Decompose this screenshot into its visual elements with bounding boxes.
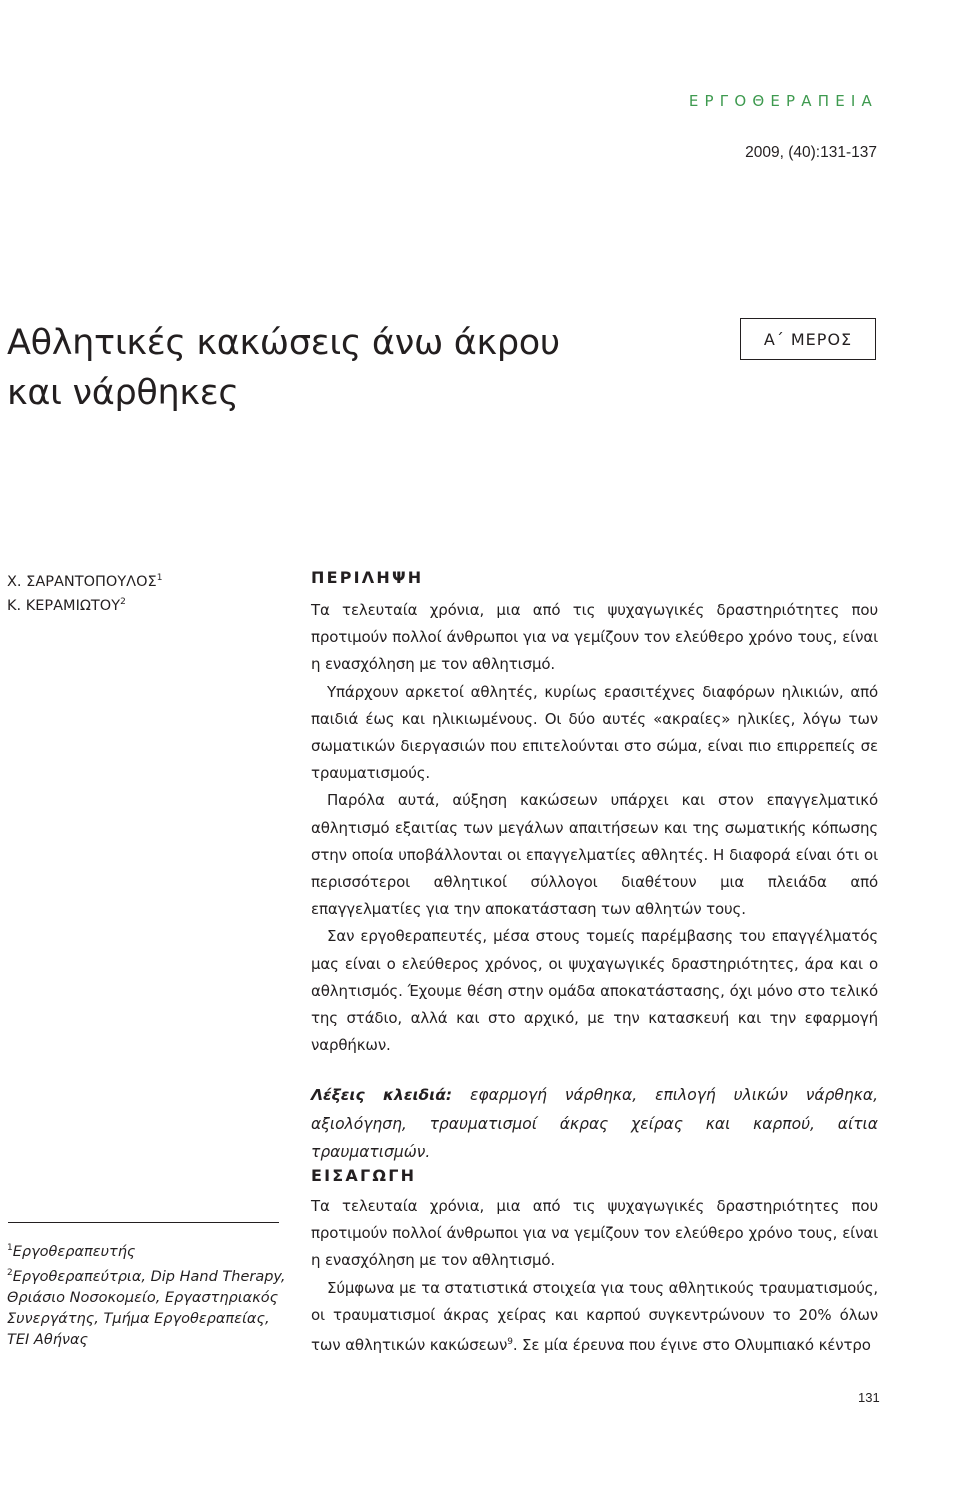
keywords-text: εφαρμογή νάρθηκα, επιλογή υλικών νάρθηκα, αξιολόγηση, τραυματισμοί άκρας χείρας και καρπού, αίτια τραυματισμών. [311,1086,878,1161]
abstract-paragraph: Σαν εργοθεραπευτές, μέσα στους τομείς παρέμβασης του επαγγέλματός μας είναι ο ελεύθερος χρόνος, οι ψυχαγωγικές δραστηριότητες, άρα και ο αθλητισμός. Έχουμε θέση στην ομάδα αποκατάστασης, όχι μόνο στο τελικό της στάδιο, αλλά και στο αρχικό, με την κατασκευή και την εφαρμογή ναρθήκων. [311,927,878,1055]
journal-name: ΕΡΓΟΘΕΡΑΠΕΙΑ [688,92,878,110]
author-affiliation-ref: 2 [120,597,126,607]
introduction-paragraph: Τα τελευταία χρόνια, μια από τις ψυχαγωγικές δραστηριότητες που προτιμούν πολλοί άνθρωποι για να γεμίζουν τον ελεύθερο χρόνο τους, είναι η ενασχόληση με τον αθλητισμό. [311,1197,878,1270]
author: Χ. ΣΑΡΑΝΤΟΠΟΥΛΟΣ$^1$ [7,573,163,590]
author-affiliation-ref: 1 [156,573,163,583]
introduction-body [311,1193,878,1359]
abstract-paragraph: Τα τελευταία χρόνια, μια από τις ψυχαγωγικές δραστηριότητες που προτιμούν πολλοί άνθρωποι για να γεμίζουν τον ελεύθερο χρόνο τους, είναι η ενασχόληση με τον αθλητισμό. [311,601,878,674]
article-title-line-2: και νάρθηκες [7,373,239,413]
footnote: $^2$Εργοθεραπεύτρια, Dip Hand Therapy, Θριάσιο Νοσοκομείο, Εργαστηριακός Συνεργάτης, Τμήμα Εργοθεραπείας, ΤΕΙ Αθήνας [7,1268,286,1348]
keywords [311,1081,878,1167]
part-label: Α΄ ΜΕΡΟΣ [740,318,876,360]
author-list [7,568,162,616]
citation-ref: 9 [507,1337,513,1348]
footnotes [7,1238,292,1351]
article-title [7,318,560,418]
abstract-body [311,597,878,1059]
article-title-line-1: Αθλητικές κακώσεις άνω άκρου [7,323,560,363]
footnote-divider [8,1222,279,1223]
page-number: 131 [858,1390,880,1405]
abstract-paragraph: Υπάρχουν αρκετοί αθλητές, κυρίως ερασιτέχνες διαφόρων ηλικιών, από παιδιά έως και ηλικιωμένους. Οι δύο αυτές «ακραίες» ηλικίες, λόγω των σωματικών διεργασιών που επιτελούνται στο σώμα, είναι πιο επιρρεπείς σε τραυματισμούς. [311,682,878,783]
author: Κ. ΚΕΡΑΜΙΩΤΟΥ$^2$ [7,597,126,614]
abstract-heading: ΠΕΡΙΛΗΨΗ [311,568,424,587]
footnote: $^1$Εργοθεραπευτής [7,1243,136,1260]
keywords-label: Λέξεις κλειδιά: [311,1086,453,1104]
introduction-heading: ΕΙΣΑΓΩΓΗ [311,1166,417,1185]
issue-info: 2009, (40):131-137 [745,144,877,161]
abstract-paragraph: Παρόλα αυτά, αύξηση κακώσεων υπάρχει και στον επαγγελματικό αθλητισμό εξαιτίας των μεγάλων απαιτήσεων και της σωματικής κόπωσης στην οποία υποβάλλονται οι επαγγελματίες αθλητές. Η διαφορά είναι ότι οι περισσότεροι αθλητικοί σύλλογοι διαθέτουν μια πλειάδα από επαγγελματίες για την αποκατάσταση των αθλητών τους. [311,791,878,919]
introduction-paragraph: Σύμφωνα με τα στατιστικά στοιχεία για τους αθλητικούς τραυματισμούς, οι τραυματισμοί άκρας χείρας και καρπού συγκεντρώνουν το 20% όλων των αθλητικών κακώσεων$^9$. Σε μία έρευνα που έγινε στο Ολυμπιακό κέντρο [311,1278,878,1355]
